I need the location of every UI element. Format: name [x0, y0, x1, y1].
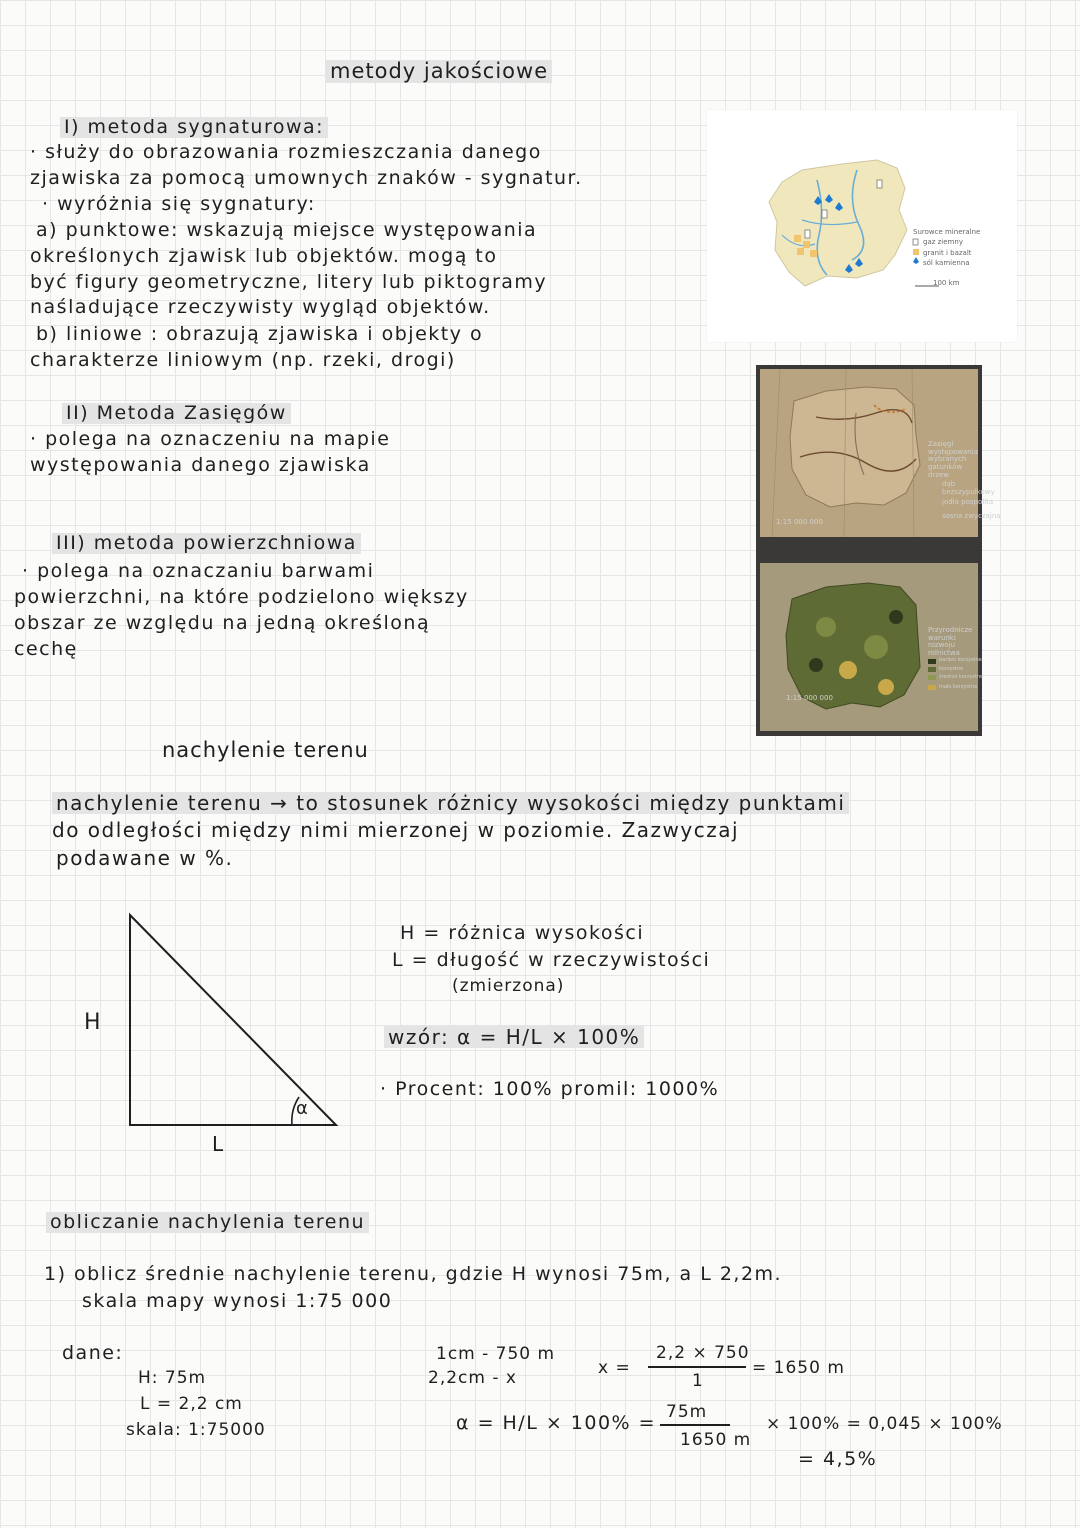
map2-bottom-legend-item: korzystne: [939, 666, 964, 672]
map2-top-legend-title: Zasięgi występowania wybranych gatunków drzew: [928, 440, 978, 479]
proportion-line: 1cm - 750 m: [436, 1344, 556, 1364]
section-1-line: charakterze liniowym (np. rzeki, drogi): [30, 349, 456, 371]
given-l: L = 2,2 cm: [140, 1394, 243, 1414]
section-2-line: · polega na oznaczeniu na mapie: [30, 428, 391, 450]
section-1-line: · służy do obrazowania rozmieszczania danego: [30, 141, 542, 163]
page-title: metody jakościowe: [326, 60, 552, 83]
x-fraction-bar: [648, 1366, 746, 1368]
triangle-angle-label: α: [296, 1098, 310, 1119]
textbook-maps-photo: [756, 365, 1001, 736]
section-3-line: cechę: [14, 638, 78, 660]
alpha-result: × 100% = 0,045 × 100%: [766, 1414, 1003, 1434]
alpha-fraction-bar: [660, 1424, 730, 1426]
calc-heading: obliczanie nachylenia terenu: [46, 1212, 369, 1233]
triangle-height-label: H: [84, 1010, 103, 1035]
map1-scale: 100 km: [933, 279, 960, 287]
final-result: = 4,5%: [798, 1448, 878, 1470]
x-result: = 1650 m: [752, 1358, 845, 1378]
section-3-line: obszar ze względu na jedną określoną: [14, 612, 431, 634]
given-label: dane:: [62, 1342, 124, 1364]
alpha-equation: α = H/L × 100% =: [456, 1412, 657, 1434]
slope-heading: nachylenie terenu: [162, 738, 369, 762]
section-1-line: określonych zjawisk lub objektów. mogą to: [30, 245, 498, 267]
given-h: H: 75m: [138, 1368, 207, 1388]
alpha-fraction-numerator: 75m: [666, 1402, 708, 1422]
x-fraction-denominator: 1: [692, 1371, 704, 1391]
map2-top-scale: 1:15 000 000: [776, 518, 823, 526]
x-equation-label: x =: [598, 1358, 631, 1378]
map1-legend-title: Surowce mineralne: [913, 228, 981, 236]
section-3-line: · polega na oznaczaniu barwami: [22, 560, 375, 582]
mineral-resources-map: [707, 110, 1017, 342]
percent-promil-note: · Procent: 100% promil: 1000%: [380, 1078, 720, 1100]
slope-definition-line: do odległości między nimi mierzonej w poziomie. Zazwyczaj: [52, 818, 740, 842]
right-triangle-diagram: [100, 905, 360, 1155]
map2-bottom-legend-item: bardzo korzystne: [939, 657, 982, 663]
map1-legend-item: gaz ziemny: [923, 238, 963, 246]
triangle-length-label: L: [212, 1132, 225, 1156]
section-1-line: · wyróżnia się sygnatury:: [42, 193, 316, 215]
proportion-line: 2,2cm - x: [428, 1368, 517, 1388]
section-2-heading: II) Metoda Zasięgów: [62, 403, 291, 424]
map2-top-legend-item: jodła pospolita: [942, 498, 994, 506]
section-3-heading: III) metoda powierzchniowa: [52, 533, 361, 554]
section-1-line: naśladujące rzeczywisty wygląd objektów.: [30, 296, 491, 318]
alpha-fraction-denominator: 1650 m: [680, 1430, 752, 1450]
h-definition: H = różnica wysokości: [400, 922, 645, 944]
given-scale: skala: 1:75000: [126, 1420, 266, 1440]
task-line: skala mapy wynosi 1:75 000: [82, 1290, 393, 1312]
section-1-line: a) punktowe: wskazują miejsce występowania: [36, 219, 538, 241]
x-fraction-numerator: 2,2 × 750: [656, 1343, 750, 1363]
section-1-line: być figury geometryczne, litery lub piktogramy: [30, 271, 548, 293]
l-definition-note: (zmierzona): [452, 976, 565, 996]
mineral-map-graphic: [707, 110, 1017, 342]
task-line: 1) oblicz średnie nachylenie terenu, gdzie H wynosi 75m, a L 2,2m.: [44, 1263, 783, 1285]
slope-definition-line: nachylenie terenu → to stosunek różnicy wysokości między punktami: [52, 792, 849, 814]
section-1-line: zjawiska za pomocą umownych znaków - sygnatur.: [30, 167, 583, 189]
map2-top-legend-item: dąb bezszypułkowy: [942, 480, 995, 496]
map2-bottom-legend-item: średnio korzystne: [939, 674, 984, 680]
l-definition: L = długość w rzeczywistości: [392, 949, 711, 971]
section-2-line: występowania danego zjawiska: [30, 454, 371, 476]
section-1-line: b) liniowe : obrazują zjawiska i objekty o: [36, 323, 484, 345]
slope-definition-line: podawane w %.: [56, 846, 234, 870]
section-3-line: powierzchni, na które podzielono większy: [14, 586, 469, 608]
map2-bottom-legend-item: mało korzystne: [939, 684, 978, 690]
map2-bottom-scale: 1:15 000 000: [786, 694, 833, 702]
map2-top-legend-item: sosna zwyczajna: [942, 512, 1001, 520]
map1-legend-item: sól kamienna: [923, 259, 970, 267]
slope-formula: wzór: α = H/L × 100%: [384, 1026, 644, 1048]
section-1-heading: I) metoda sygnaturowa:: [60, 117, 328, 138]
map1-legend-item: granit i bazalt: [923, 249, 972, 257]
map2-bottom-legend-title: Przyrodnicze warunki rozwoju rolnictwa: [928, 626, 973, 658]
